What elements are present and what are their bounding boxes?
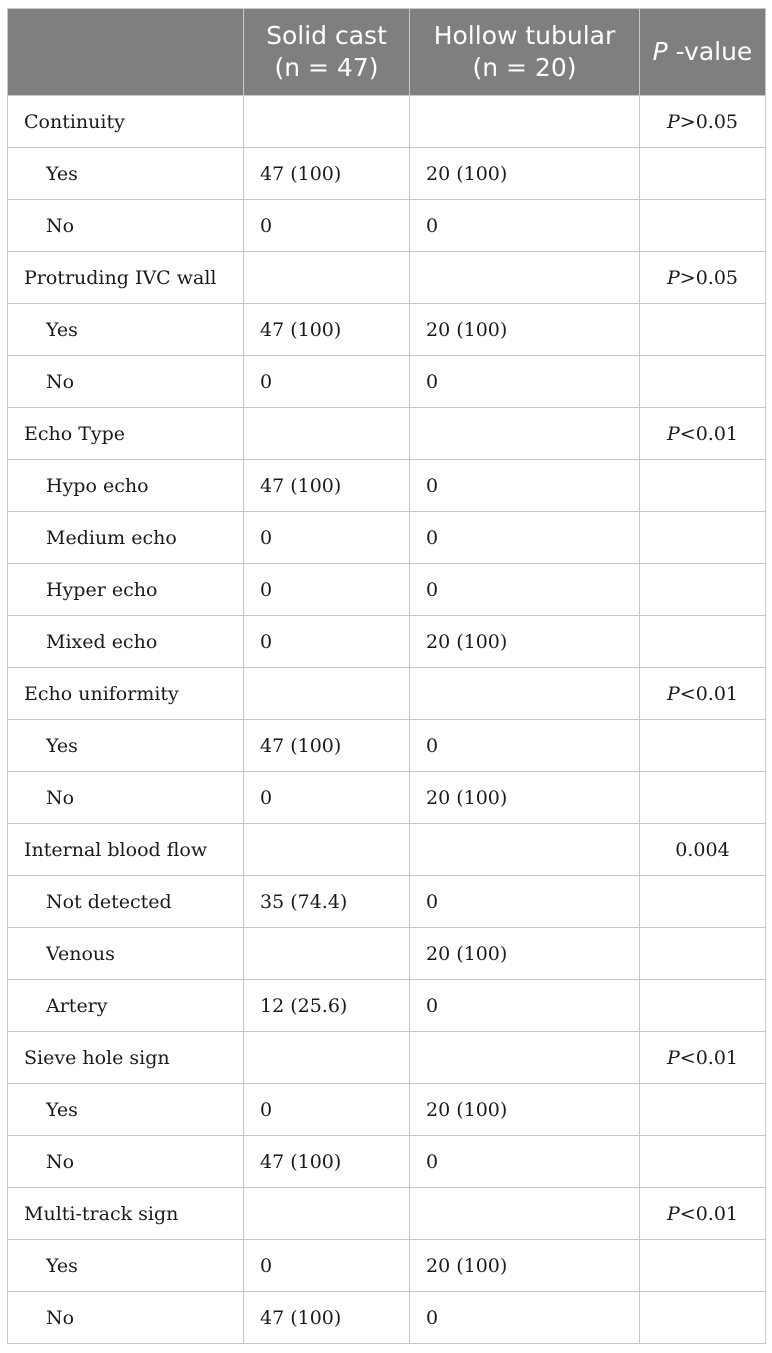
row-label: Yes bbox=[8, 720, 244, 772]
p-value-number: 0.004 bbox=[675, 838, 730, 861]
table-group-row bbox=[8, 1188, 766, 1240]
hollow-tubular-value bbox=[410, 408, 640, 460]
p-value-letter: P bbox=[666, 1046, 680, 1069]
row-label: Venous bbox=[8, 928, 244, 980]
solid-cast-value: 47 (100) bbox=[244, 304, 410, 356]
hollow-tubular-value bbox=[410, 1032, 640, 1084]
row-label: Protruding IVC wall bbox=[8, 252, 244, 304]
p-value-cell bbox=[640, 408, 766, 460]
p-value-cell bbox=[640, 200, 766, 252]
p-value-cell bbox=[640, 96, 766, 148]
p-value-number: >0.05 bbox=[679, 266, 739, 289]
hollow-tubular-value: 20 (100) bbox=[410, 304, 640, 356]
table-row bbox=[8, 1084, 766, 1136]
hollow-tubular-value bbox=[410, 1188, 640, 1240]
table-row bbox=[8, 512, 766, 564]
hollow-tubular-value: 20 (100) bbox=[410, 616, 640, 668]
row-label: No bbox=[8, 1136, 244, 1188]
table-row bbox=[8, 928, 766, 980]
solid-cast-value: 47 (100) bbox=[244, 148, 410, 200]
header-p-suffix: -value bbox=[667, 37, 753, 66]
p-value-cell bbox=[640, 1136, 766, 1188]
header-hollow-tubular-count: (n = 20) bbox=[472, 53, 577, 82]
row-label: Yes bbox=[8, 1240, 244, 1292]
row-label: Yes bbox=[8, 1084, 244, 1136]
row-label: Echo Type bbox=[8, 408, 244, 460]
header-p-letter: P bbox=[652, 37, 668, 66]
p-value-cell bbox=[640, 928, 766, 980]
row-label: Echo uniformity bbox=[8, 668, 244, 720]
table-group-row bbox=[8, 668, 766, 720]
solid-cast-value bbox=[244, 1188, 410, 1240]
p-value-cell bbox=[640, 824, 766, 876]
p-value-letter: P bbox=[666, 110, 680, 133]
p-value-number: <0.01 bbox=[679, 1202, 739, 1225]
table-row bbox=[8, 200, 766, 252]
hollow-tubular-value: 0 bbox=[410, 1136, 640, 1188]
table-row bbox=[8, 1136, 766, 1188]
row-label: Artery bbox=[8, 980, 244, 1032]
table-row bbox=[8, 564, 766, 616]
p-value-letter: P bbox=[666, 422, 680, 445]
hollow-tubular-value bbox=[410, 824, 640, 876]
row-label: Sieve hole sign bbox=[8, 1032, 244, 1084]
header-solid-cast-count: (n = 47) bbox=[274, 53, 379, 82]
table-row bbox=[8, 148, 766, 200]
solid-cast-value bbox=[244, 668, 410, 720]
hollow-tubular-value: 0 bbox=[410, 980, 640, 1032]
row-label: Yes bbox=[8, 304, 244, 356]
row-label: Multi-track sign bbox=[8, 1188, 244, 1240]
solid-cast-value bbox=[244, 824, 410, 876]
table-row bbox=[8, 1240, 766, 1292]
p-value-cell bbox=[640, 720, 766, 772]
p-value-cell bbox=[640, 148, 766, 200]
p-value-letter: P bbox=[666, 266, 680, 289]
table-row bbox=[8, 616, 766, 668]
p-value-cell bbox=[640, 1032, 766, 1084]
table-group-row bbox=[8, 96, 766, 148]
header-empty-cell bbox=[8, 9, 244, 96]
header-p-value bbox=[640, 9, 766, 96]
header-hollow-tubular-title: Hollow tubular bbox=[433, 21, 616, 50]
p-value-letter: P bbox=[666, 682, 680, 705]
table-row bbox=[8, 772, 766, 824]
table-group-row bbox=[8, 408, 766, 460]
row-label: No bbox=[8, 200, 244, 252]
solid-cast-value: 0 bbox=[244, 512, 410, 564]
p-value-cell bbox=[640, 304, 766, 356]
row-label: Hypo echo bbox=[8, 460, 244, 512]
solid-cast-value: 0 bbox=[244, 564, 410, 616]
solid-cast-value: 0 bbox=[244, 616, 410, 668]
p-value-cell bbox=[640, 1240, 766, 1292]
header-solid-cast-title: Solid cast bbox=[266, 21, 387, 50]
hollow-tubular-value: 20 (100) bbox=[410, 148, 640, 200]
row-label: Internal blood flow bbox=[8, 824, 244, 876]
table-group-row bbox=[8, 252, 766, 304]
p-value-cell bbox=[640, 460, 766, 512]
row-label: No bbox=[8, 772, 244, 824]
hollow-tubular-value bbox=[410, 252, 640, 304]
solid-cast-value bbox=[244, 408, 410, 460]
solid-cast-value bbox=[244, 96, 410, 148]
header-hollow-tubular bbox=[410, 9, 640, 96]
p-value-cell bbox=[640, 1292, 766, 1344]
p-value-cell bbox=[640, 616, 766, 668]
p-value-number: >0.05 bbox=[679, 110, 739, 133]
p-value-cell bbox=[640, 876, 766, 928]
hollow-tubular-value: 0 bbox=[410, 1292, 640, 1344]
hollow-tubular-value: 0 bbox=[410, 564, 640, 616]
solid-cast-value bbox=[244, 1032, 410, 1084]
table-group-row bbox=[8, 1032, 766, 1084]
hollow-tubular-value: 20 (100) bbox=[410, 1240, 640, 1292]
p-value-cell bbox=[640, 564, 766, 616]
p-value-cell bbox=[640, 772, 766, 824]
row-label: Mixed echo bbox=[8, 616, 244, 668]
solid-cast-value: 0 bbox=[244, 772, 410, 824]
header-row bbox=[8, 9, 766, 96]
p-value-cell bbox=[640, 1084, 766, 1136]
table-row bbox=[8, 1292, 766, 1344]
p-value-cell bbox=[640, 512, 766, 564]
solid-cast-value: 47 (100) bbox=[244, 720, 410, 772]
solid-cast-value: 47 (100) bbox=[244, 1136, 410, 1188]
row-label: Medium echo bbox=[8, 512, 244, 564]
hollow-tubular-value bbox=[410, 668, 640, 720]
hollow-tubular-value: 20 (100) bbox=[410, 1084, 640, 1136]
solid-cast-value: 0 bbox=[244, 1240, 410, 1292]
solid-cast-value: 12 (25.6) bbox=[244, 980, 410, 1032]
table-row bbox=[8, 356, 766, 408]
row-label: No bbox=[8, 1292, 244, 1344]
solid-cast-value bbox=[244, 928, 410, 980]
p-value-cell bbox=[640, 980, 766, 1032]
solid-cast-value: 0 bbox=[244, 200, 410, 252]
solid-cast-value: 47 (100) bbox=[244, 460, 410, 512]
row-label: Hyper echo bbox=[8, 564, 244, 616]
p-value-cell bbox=[640, 356, 766, 408]
solid-cast-value: 35 (74.4) bbox=[244, 876, 410, 928]
row-label: Not detected bbox=[8, 876, 244, 928]
hollow-tubular-value: 0 bbox=[410, 876, 640, 928]
hollow-tubular-value: 0 bbox=[410, 200, 640, 252]
solid-cast-value: 0 bbox=[244, 356, 410, 408]
p-value-number: <0.01 bbox=[679, 682, 739, 705]
header-solid-cast bbox=[244, 9, 410, 96]
table-row bbox=[8, 876, 766, 928]
p-value-cell bbox=[640, 668, 766, 720]
hollow-tubular-value bbox=[410, 96, 640, 148]
row-label: Continuity bbox=[8, 96, 244, 148]
p-value-cell bbox=[640, 252, 766, 304]
hollow-tubular-value: 0 bbox=[410, 356, 640, 408]
table-row bbox=[8, 720, 766, 772]
p-value-number: <0.01 bbox=[679, 422, 739, 445]
hollow-tubular-value: 0 bbox=[410, 720, 640, 772]
p-value-cell bbox=[640, 1188, 766, 1240]
hollow-tubular-value: 0 bbox=[410, 460, 640, 512]
hollow-tubular-value: 20 (100) bbox=[410, 928, 640, 980]
row-label: No bbox=[8, 356, 244, 408]
row-label: Yes bbox=[8, 148, 244, 200]
comparison-table bbox=[7, 8, 766, 1344]
table-row bbox=[8, 304, 766, 356]
table-row bbox=[8, 980, 766, 1032]
hollow-tubular-value: 20 (100) bbox=[410, 772, 640, 824]
solid-cast-value: 0 bbox=[244, 1084, 410, 1136]
p-value-number: <0.01 bbox=[679, 1046, 739, 1069]
solid-cast-value bbox=[244, 252, 410, 304]
table-group-row bbox=[8, 824, 766, 876]
solid-cast-value: 47 (100) bbox=[244, 1292, 410, 1344]
p-value-letter: P bbox=[666, 1202, 680, 1225]
hollow-tubular-value: 0 bbox=[410, 512, 640, 564]
table-row bbox=[8, 460, 766, 512]
